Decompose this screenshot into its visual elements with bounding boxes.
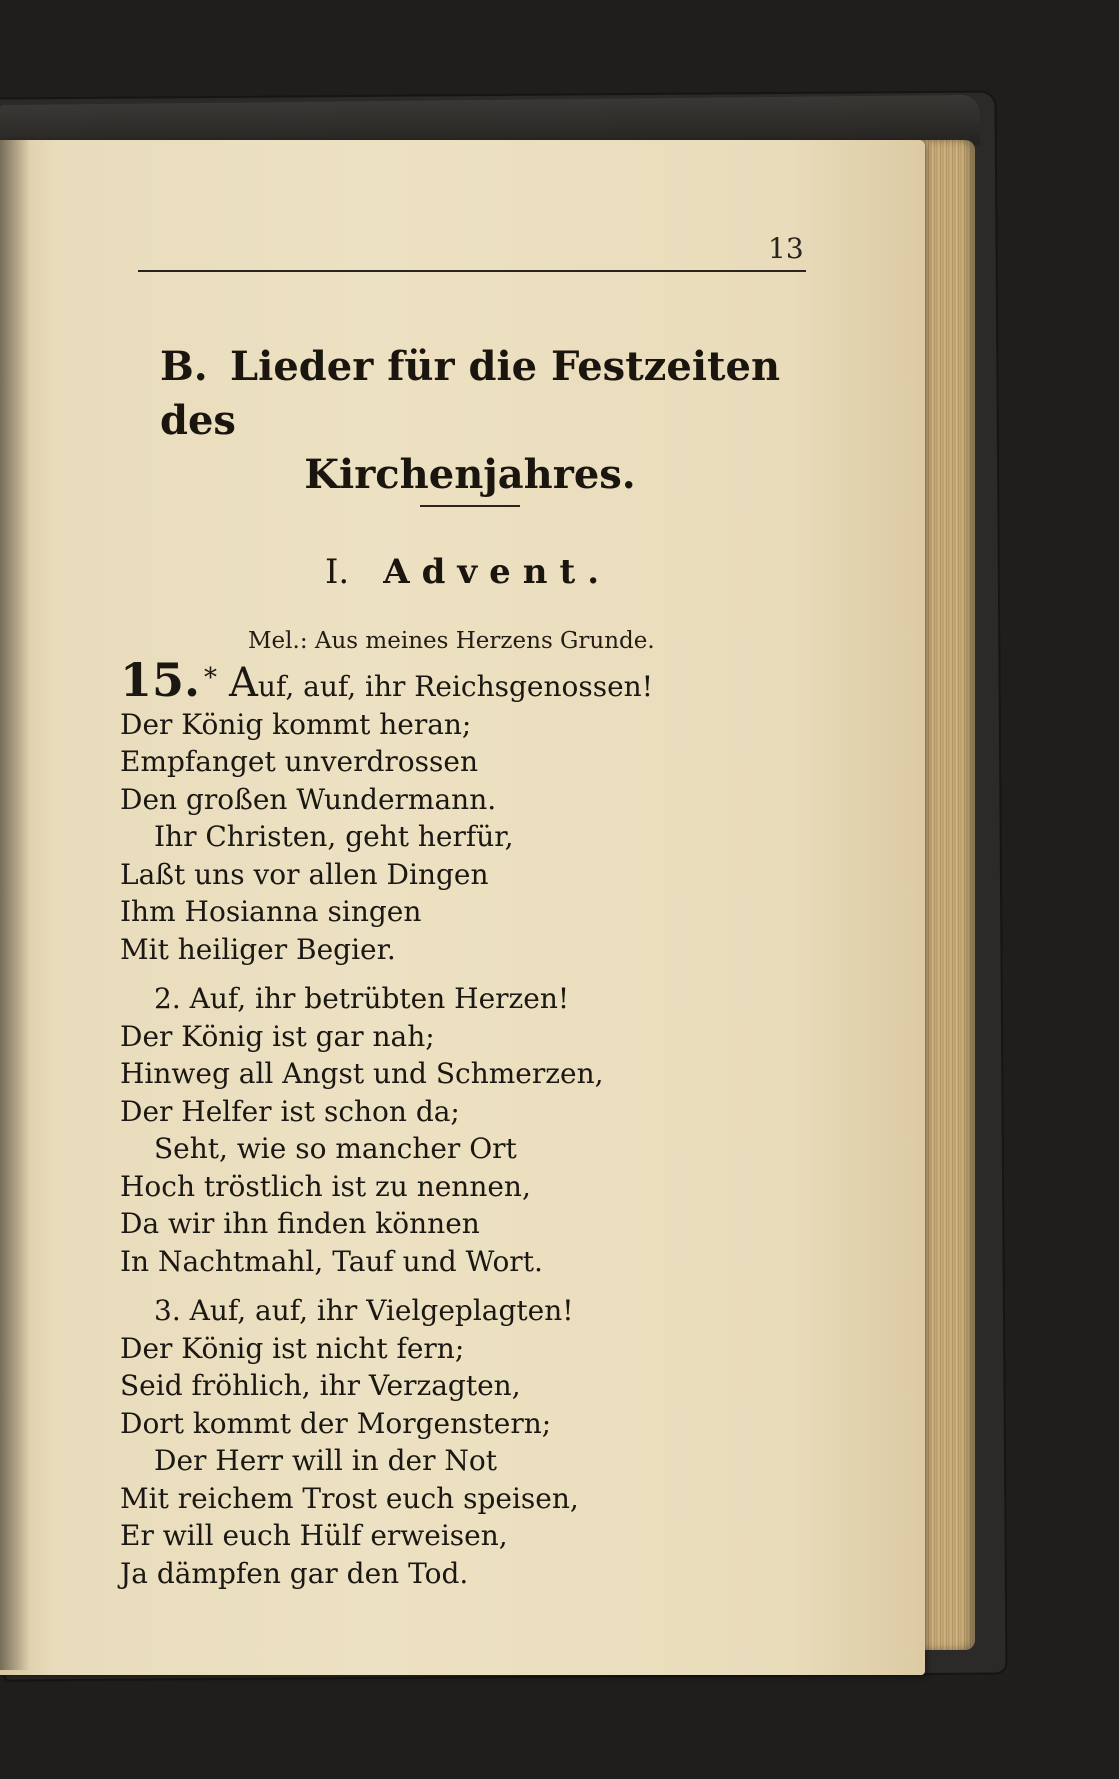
verse-line: Den großen Wundermann. — [120, 782, 497, 816]
section-heading — [160, 340, 800, 502]
book-page — [0, 140, 925, 1675]
verse-line: Der Herr will in der Not — [154, 1444, 497, 1477]
verse-line: Laßt uns vor allen Dingen — [120, 857, 489, 891]
verse-line: Hinweg all Angst und Schmerzen, — [120, 1057, 604, 1090]
section-title-line1: Lieder für die Festzeiten des — [160, 343, 781, 444]
verse-line: Der König ist gar nah; — [120, 1019, 435, 1053]
verse-line: Mit reichem Trost euch speisen, — [120, 1481, 579, 1515]
verse-line: Der König ist nicht fern; — [120, 1331, 465, 1365]
divider-rule — [420, 505, 520, 507]
spine-shadow — [0, 140, 30, 1670]
chapter-numeral: I. — [325, 552, 350, 592]
melody-note: Mel.: Aus meines Herzens Grunde. — [248, 628, 655, 654]
drop-initial: A — [229, 660, 258, 706]
verse-line: Seid fröhlich, ihr Verzagten, — [120, 1369, 521, 1402]
hymn-number: 15. — [120, 653, 201, 707]
verse-line: Ihm Hosianna singen — [120, 895, 422, 928]
chapter-heading — [325, 552, 611, 592]
verse-line: Seht, wie so mancher Ort — [154, 1132, 517, 1165]
verse-line: Er will euch Hülf erweisen, — [120, 1519, 508, 1552]
section-letter: B. — [160, 343, 208, 390]
verse-line: Der Helfer ist schon da; — [120, 1094, 460, 1128]
verse-line: Ja dämpfen gar den Tod. — [120, 1556, 469, 1590]
verse-line: Dort kommt der Morgenstern; — [120, 1406, 552, 1440]
header-rule — [138, 270, 806, 272]
verse-line: Empfanget unverdrossen — [120, 745, 478, 778]
verse-line: 2. Auf, ihr betrübten Herzen! — [154, 982, 570, 1015]
stanza-gap — [120, 1280, 840, 1292]
section-title-line2: Kirchenjahres. — [304, 451, 636, 498]
verse-line: Hoch tröstlich ist zu nennen, — [120, 1169, 531, 1203]
hymn-first-line — [120, 653, 840, 707]
verse-line: Der König kommt heran; — [120, 707, 472, 741]
verse-line: Da wir ihn finden können — [120, 1207, 480, 1240]
first-line-text: uf, auf, ihr Reichsgenossen! — [257, 670, 653, 703]
stanza-gap — [120, 968, 840, 980]
chapter-title: Advent. — [383, 552, 612, 592]
page-number: 13 — [768, 232, 804, 265]
hymn-star: * — [204, 663, 218, 693]
hymn-text — [120, 653, 840, 1592]
verse-line: Mit heiliger Begier. — [120, 932, 396, 966]
verse-line: In Nachtmahl, Tauf und Wort. — [120, 1244, 543, 1278]
verse-line: 3. Auf, auf, ihr Vielgeplagten! — [154, 1294, 574, 1327]
verse-line: Ihr Christen, geht herfür, — [154, 820, 514, 853]
